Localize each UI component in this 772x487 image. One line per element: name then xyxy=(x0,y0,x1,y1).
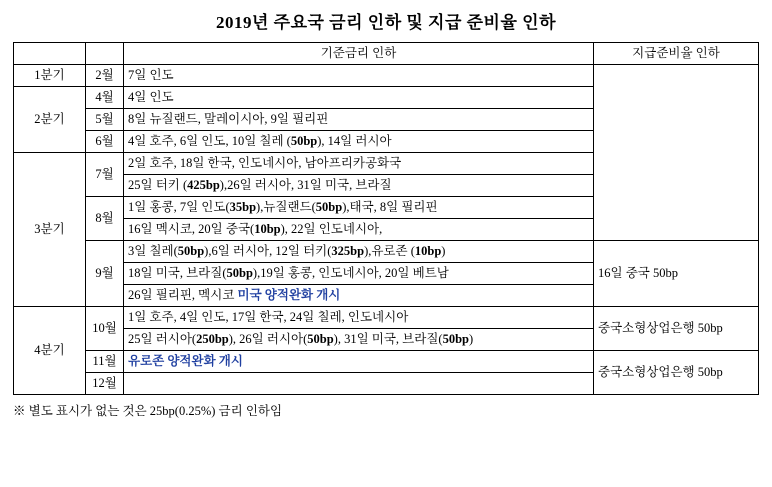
rate-cut-cell xyxy=(124,285,594,307)
month-cell: 7월 xyxy=(86,153,124,197)
rate-cut-cell xyxy=(124,241,594,263)
cell-text: 325bp xyxy=(331,244,365,259)
cell-text: ), 31일 미국, 브라질( xyxy=(333,332,443,347)
cell-text: 50bp xyxy=(315,200,343,215)
month-cell: 4월 xyxy=(86,87,124,109)
cell-text: ), 14일 러시아 xyxy=(317,134,392,149)
header-month xyxy=(86,43,124,65)
reserve-cut-cell xyxy=(594,65,759,241)
reserve-cut-cell: 16일 중국 50bp xyxy=(594,241,759,307)
cell-text: ) xyxy=(468,332,474,347)
quarter-cell: 3분기 xyxy=(14,153,86,307)
header-quarter xyxy=(14,43,86,65)
month-cell: 2월 xyxy=(86,65,124,87)
cell-text: ),유로존 ( xyxy=(364,244,415,259)
rate-cut-cell xyxy=(124,65,594,87)
rate-cut-cell xyxy=(124,131,594,153)
rate-cut-cell xyxy=(124,219,594,241)
rate-cut-cell xyxy=(124,263,594,285)
month-cell: 8월 xyxy=(86,197,124,241)
quarter-cell: 4분기 xyxy=(14,307,86,395)
cell-text: 10bp xyxy=(414,244,442,259)
cell-text: 18일 미국, 브라질( xyxy=(128,266,227,281)
rate-cut-cell xyxy=(124,197,594,219)
cell-text: 7일 인도 xyxy=(128,68,174,83)
cell-text: 425bp xyxy=(187,178,220,193)
table-row xyxy=(14,65,759,87)
quarter-cell: 1분기 xyxy=(14,65,86,87)
reserve-cut-cell: 중국소형상업은행 50bp xyxy=(594,307,759,351)
month-cell: 12월 xyxy=(86,373,124,395)
cell-text: 1일 호주, 4일 인도, 17일 한국, 24일 칠레, 인도네시아 xyxy=(128,310,409,325)
cell-text: 26일 필리핀, 멕시코 xyxy=(128,288,235,303)
month-cell: 5월 xyxy=(86,109,124,131)
rate-cut-cell xyxy=(124,373,594,395)
cell-text: ),뉴질랜드( xyxy=(256,200,316,215)
highlight-text: 유로존 양적완화 개시 xyxy=(128,354,243,369)
rate-cut-table xyxy=(13,42,759,395)
table-body xyxy=(14,65,759,395)
cell-text: 50bp xyxy=(177,244,205,259)
cell-text: 50bp xyxy=(442,332,469,347)
cell-text: 50bp xyxy=(307,332,334,347)
highlight-text: 미국 양적완화 개시 xyxy=(234,288,341,303)
rate-cut-cell xyxy=(124,329,594,351)
cell-text: 25일 터키 ( xyxy=(128,178,188,193)
header-rate-cut: 기준금리 인하 xyxy=(124,43,594,65)
table-row xyxy=(14,241,759,263)
quarter-cell: 2분기 xyxy=(14,87,86,153)
cell-text: 4일 호주, 6일 인도, 10일 칠레 ( xyxy=(128,134,291,149)
cell-text: 3일 칠레( xyxy=(128,244,178,259)
cell-text: 35bp xyxy=(229,200,257,215)
cell-text: 50bp xyxy=(226,266,253,281)
month-cell: 11월 xyxy=(86,351,124,373)
rate-cut-cell xyxy=(124,351,594,373)
month-cell: 10월 xyxy=(86,307,124,351)
month-cell: 6월 xyxy=(86,131,124,153)
cell-text: 250bp xyxy=(196,332,229,347)
cell-text: ),26일 러시아, 31일 미국, 브라질 xyxy=(219,178,392,193)
cell-text: ),6일 러시아, 12일 터키( xyxy=(204,244,332,259)
rate-cut-cell xyxy=(124,109,594,131)
rate-cut-cell xyxy=(124,307,594,329)
table-row xyxy=(14,307,759,329)
cell-text: 16일 멕시코, 20일 중국( xyxy=(128,222,255,237)
cell-text: 8일 뉴질랜드, 말레이시아, 9일 필리핀 xyxy=(128,112,329,127)
header-reserve-cut: 지급준비율 인하 xyxy=(594,43,759,65)
cell-text: ), 26일 러시아( xyxy=(228,332,308,347)
cell-text: 10bp xyxy=(254,222,281,237)
page-title: 2019년 주요국 금리 인하 및 지급 준비율 인하 xyxy=(215,13,556,32)
cell-text: ) xyxy=(441,244,446,259)
rate-cut-cell xyxy=(124,175,594,197)
cell-text: 25일 러시아( xyxy=(128,332,197,347)
cell-text: 1일 홍콩, 7일 인도( xyxy=(128,200,230,215)
cell-text: 50bp xyxy=(290,134,318,149)
cell-text: ),태국, 8일 필리핀 xyxy=(342,200,438,215)
footnote: ※ 별도 표시가 없는 것은 25bp(0.25%) 금리 인하임 xyxy=(13,404,283,418)
rate-cut-cell xyxy=(124,87,594,109)
cell-text: ), 22일 인도네시아, xyxy=(280,222,383,237)
table-header-row xyxy=(14,43,759,65)
cell-text: 4일 인도 xyxy=(128,90,174,105)
cell-text: ),19일 홍콩, 인도네시아, 20일 베트남 xyxy=(252,266,449,281)
month-cell: 9월 xyxy=(86,241,124,307)
cell-text: 2일 호주, 18일 한국, 인도네시아, 남아프리카공화국 xyxy=(128,156,402,171)
reserve-cut-cell: 중국소형상업은행 50bp xyxy=(594,351,759,395)
rate-cut-cell xyxy=(124,153,594,175)
table-row xyxy=(14,351,759,373)
